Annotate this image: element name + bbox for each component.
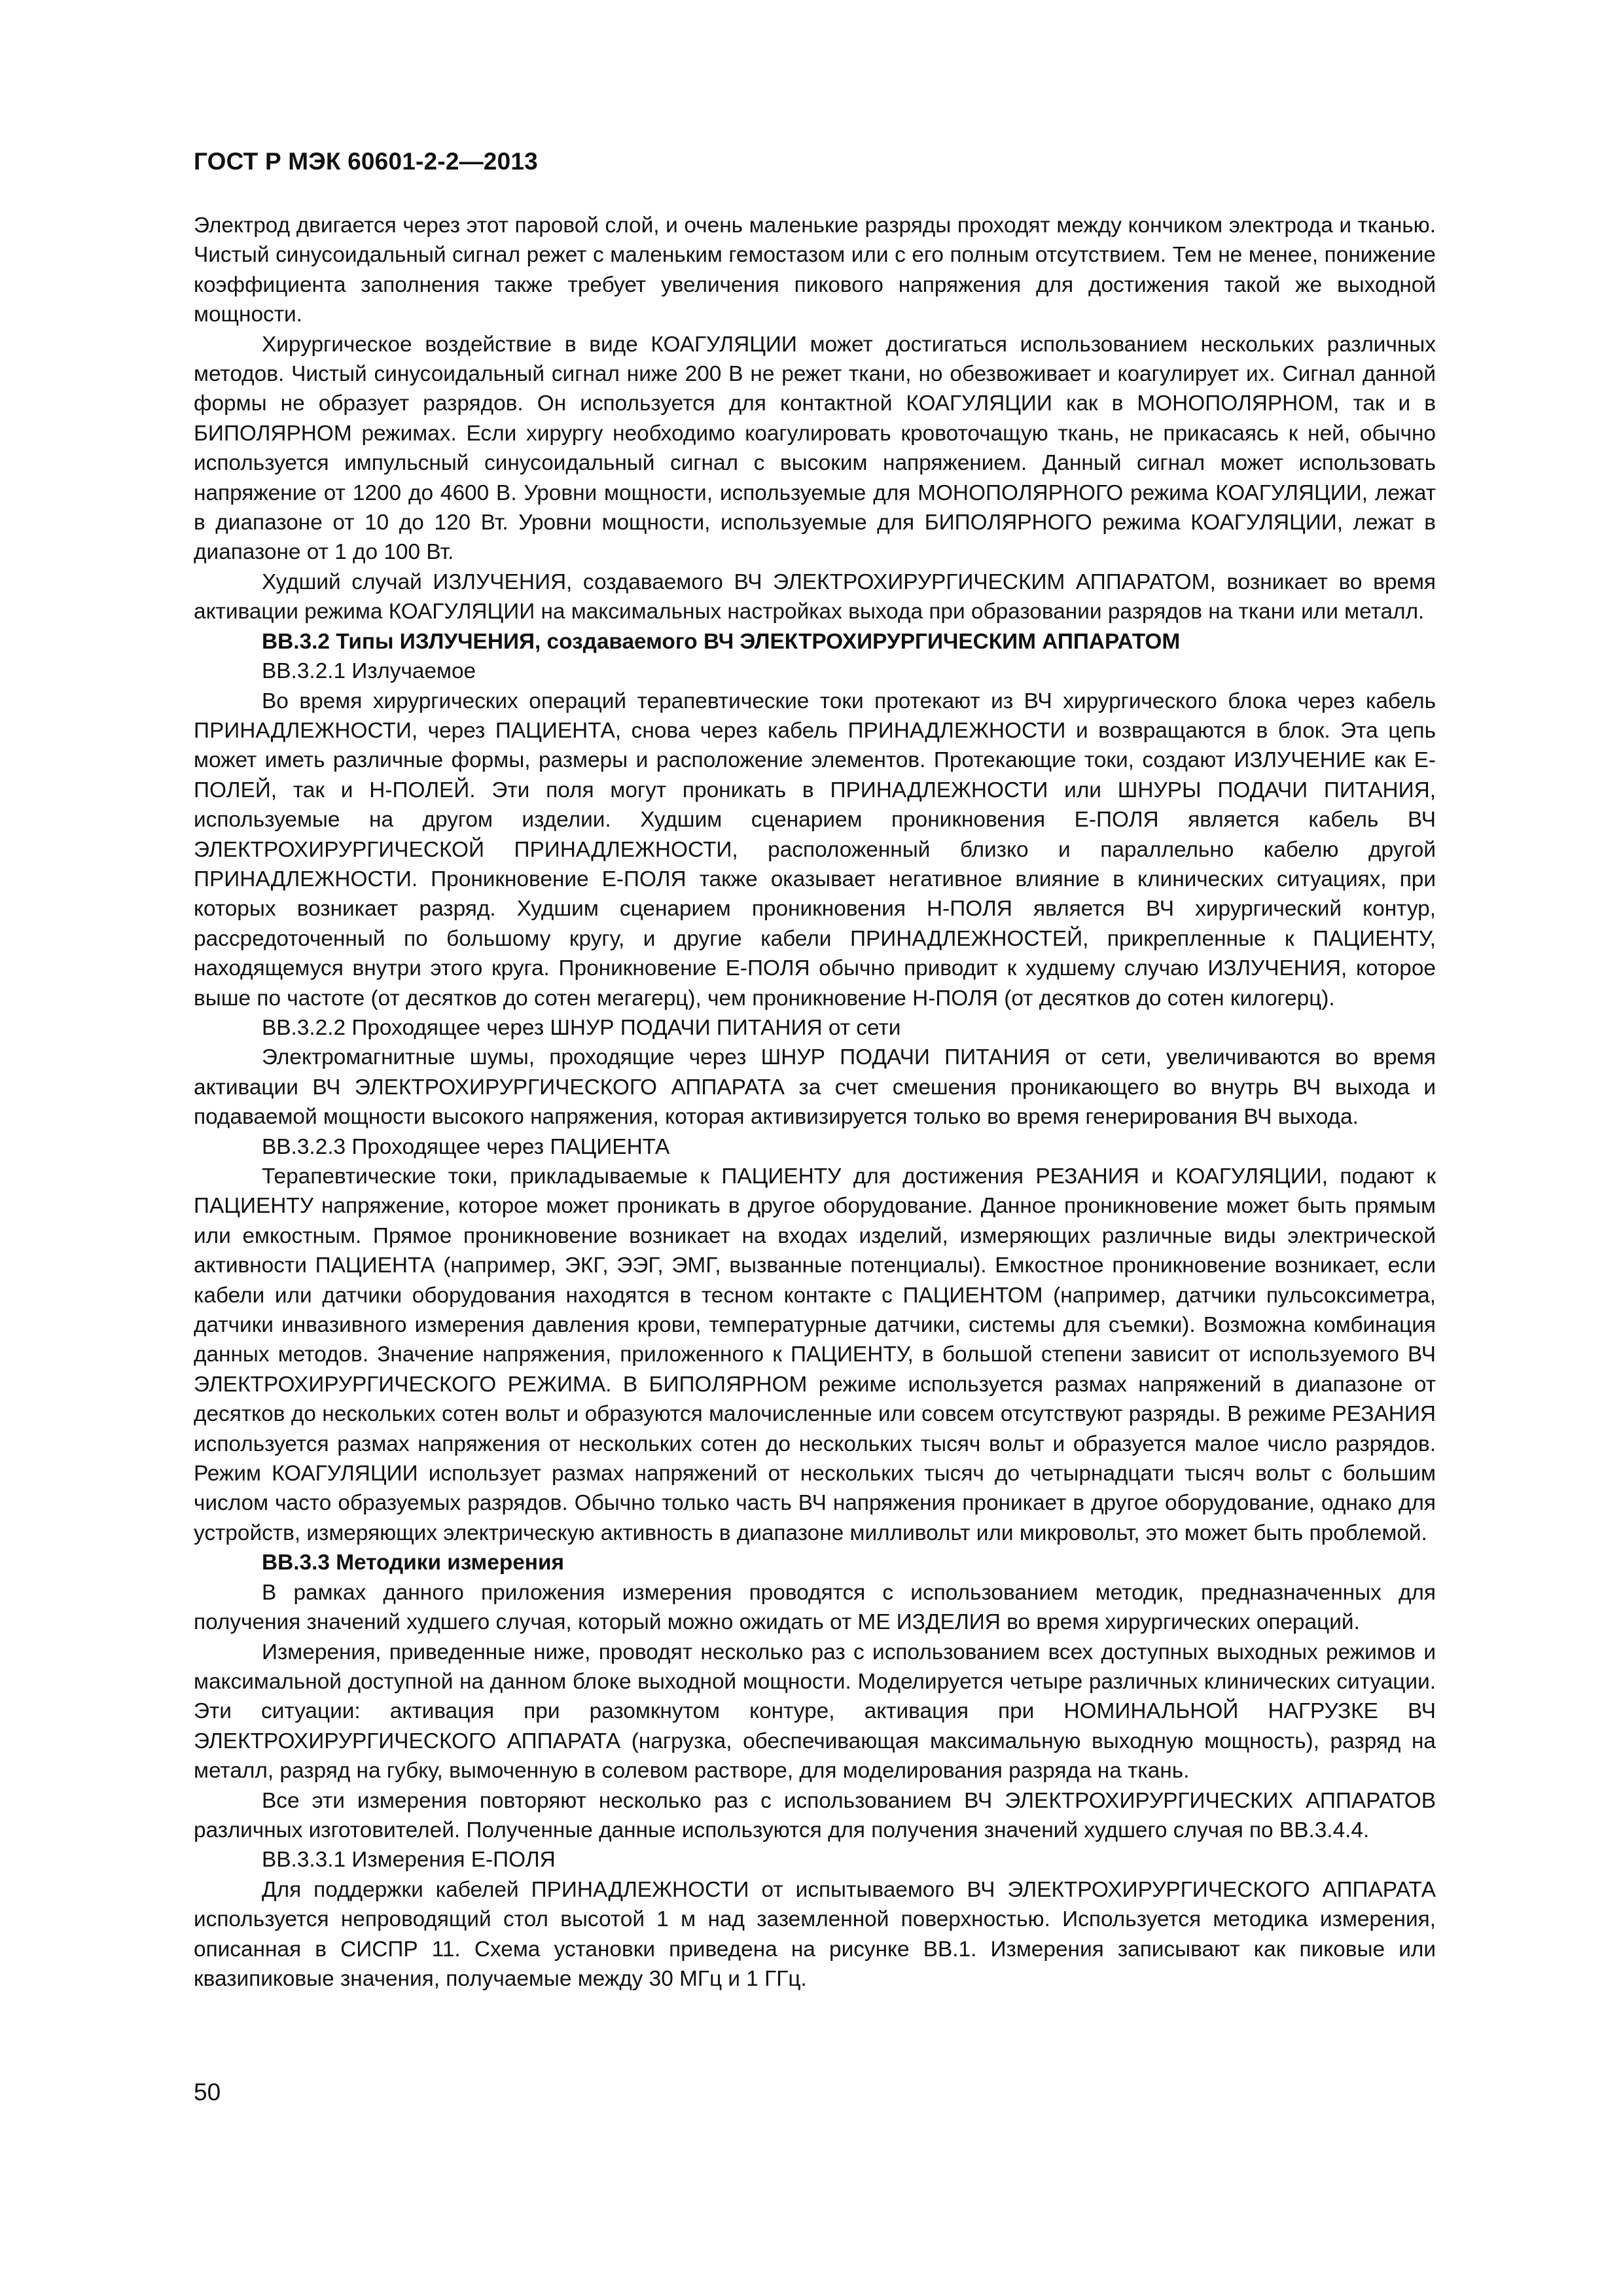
section-heading: ВВ.3.3 Методики измерения <box>262 1551 564 1575</box>
page-number: 50 <box>194 2079 221 2106</box>
paragraph: Для поддержки кабелей ПРИНАДЛЕЖНОСТИ от испытываемого ВЧ ЭЛЕКТРОХИРУРГИЧЕСКОГО АППАРАТА используется непроводящий стол высотой 1 м над заземленной поверхностью. Используется методика измерения, описанная в СИСПР 11. Схема установки приведена на рисунке ВВ.1. Измерения записывают как пиковые или квазипиковые значения, получаемые между 30 МГц и 1 ГГц. <box>194 1877 1436 1991</box>
paragraph: В рамках данного приложения измерения проводятся с использованием методик, предназначенных для получения значений худшего случая, который можно ожидать от МЕ ИЗДЕЛИЯ во время хирургических операций. <box>194 1580 1436 1635</box>
paragraph: Терапевтические токи, прикладываемые к ПАЦИЕНТУ для достижения РЕЗАНИЯ и КОАГУЛЯЦИИ, подают к ПАЦИЕНТУ напряжение, которое может проникать в другое оборудование. Данное проникновение может быть прямым или емкостным. Прямое проникновение возникает на входах изделий, измеряющих различные виды электрической активности ПАЦИЕНТА (например, ЭКГ, ЭЭГ, ЭМГ, вызванные потенциалы). Емкостное проникновение возникает, если кабели или датчики оборудования находятся в тесном контакте с ПАЦИЕНТОМ (например, датчики пульсоксиметра, датчики инвазивного измерения давления крови, температурные датчики, системы для съемки). Возможна комбинация данных методов. Значение напряжения, приложенного к ПАЦИЕНТУ, в большой степени зависит от используемого ВЧ ЭЛЕКТРОХИРУРГИЧЕСКОГО РЕЖИМА. В БИПОЛЯРНОМ режиме используется размах напряжений в диапазоне от десятков до нескольких сотен вольт и образуются малочисленные или совсем отсутствуют разряды. В режиме РЕЗАНИЯ используется размах напряжения от нескольких сотен до нескольких тысяч вольт и образуется малое число разрядов. Режим КОАГУЛЯЦИИ использует размах напряжений от нескольких тысяч до четырнадцати тысяч вольт с большим числом часто образуемых разрядов. Обычно только часть ВЧ напряжения проникает в другое оборудование, однако для устройств, измеряющих электрическую активность в диапазоне милливольт или микровольт, это может быть проблемой. <box>194 1164 1436 1545</box>
document-body <box>194 211 1436 1994</box>
subsection-heading: ВВ.3.2.1 Излучаемое <box>262 659 476 684</box>
section-heading: ВВ.3.2 Типы ИЗЛУЧЕНИЯ, создаваемого ВЧ ЭЛЕКТРОХИРУРГИЧЕСКИМ АППАРАТОМ <box>262 629 1181 654</box>
paragraph: Хирургическое воздействие в виде КОАГУЛЯЦИИ может достигаться использованием нескольких различных методов. Чистый синусоидальный сигнал ниже 200 В не режет ткани, но обезвоживает и коагулирует их. Сигнал данной формы не образует разрядов. Он используется для контактной КОАГУЛЯЦИИ как в МОНОПОЛЯРНОМ, так и в БИПОЛЯРНОМ режимах. Если хирургу необходимо коагулировать кровоточащую ткань, не прикасаясь к ней, обычно используется импульсный синусоидальный сигнал с высоким напряжением. Данный сигнал может использовать напряжение от 1200 до 4600 В. Уровни мощности, используемые для МОНОПОЛЯРНОГО режима КОАГУЛЯЦИИ, лежат в диапазоне от 10 до 120 Вт. Уровни мощности, используемые для БИПОЛЯРНОГО режима КОАГУЛЯЦИИ, лежат в диапазоне от 1 до 100 Вт. <box>194 332 1436 565</box>
paragraph: Электромагнитные шумы, проходящие через ШНУР ПОДАЧИ ПИТАНИЯ от сети, увеличиваются во время активации ВЧ ЭЛЕКТРОХИРУРГИЧЕСКОГО АППАРАТА за счет смешения проникающего во внутрь ВЧ выхода и подаваемой мощности высокого напряжения, которая активизируется только во время генерирования ВЧ выхода. <box>194 1045 1436 1130</box>
paragraph: Измерения, приведенные ниже, проводят несколько раз с использованием всех доступных выходных режимов и максимальной доступной на данном блоке выходной мощности. Моделируется четыре различных клинических ситуации. Эти ситуации: активация при разомкнутом контуре, активация при НОМИНАЛЬНОЙ НАГРУЗКЕ ВЧ ЭЛЕКТРОХИРУРГИЧЕСКОГО АППАРАТА (нагрузка, обеспечивающая максимальную выходную мощность), разряд на металл, разряд на губку, вымоченную в солевом растворе, для моделирования разряда на ткань. <box>194 1640 1436 1784</box>
document-header: ГОСТ Р МЭК 60601-2-2—2013 <box>194 148 538 175</box>
paragraph: Во время хирургических операций терапевтические токи протекают из ВЧ хирургического блока через кабель ПРИНАДЛЕЖНОСТИ, через ПАЦИЕНТА, снова через кабель ПРИНАДЛЕЖНОСТИ и возвращаются в блок. Эта цепь может иметь различные формы, размеры и расположение элементов. Протекающие токи, создают ИЗЛУЧЕНИЕ как E-ПОЛЕЙ, так и H-ПОЛЕЙ. Эти поля могут проникать в ПРИНАДЛЕЖНОСТИ или ШНУРЫ ПОДАЧИ ПИТАНИЯ, используемые на другом изделии. Худшим сценарием проникновения E-ПОЛЯ является кабель ВЧ ЭЛЕКТРОХИРУРГИЧЕСКОЙ ПРИНАДЛЕЖНОСТИ, расположенный близко и параллельно кабелю другой ПРИНАДЛЕЖНОСТИ. Проникновение E-ПОЛЯ также оказывает негативное влияние в клинических ситуациях, при которых возникает разряд. Худшим сценарием проникновения H-ПОЛЯ является ВЧ хирургический контур, рассредоточенный по большому кругу, и другие кабели ПРИНАДЛЕЖНОСТЕЙ, прикрепленные к ПАЦИЕНТУ, находящемуся внутри этого круга. Проникновение E-ПОЛЯ обычно приводит к худшему случаю ИЗЛУЧЕНИЯ, которое выше по частоте (от десятков до сотен мегагерц), чем проникновение H-ПОЛЯ (от десятков до сотен килогерц). <box>194 689 1436 1011</box>
paragraph: Электрод двигается через этот паровой слой, и очень маленькие разряды проходят между кончиком электрода и тканью. Чистый синусоидальный сигнал режет с маленьким гемостазом или с его полным отсутствием. Тем не менее, понижение коэффициента заполнения также требует увеличения пикового напряжения для достижения такой же выходной мощности. <box>194 213 1436 327</box>
paragraph: Все эти измерения повторяют несколько раз с использованием ВЧ ЭЛЕКТРОХИРУРГИЧЕСКИХ АППАРАТОВ различных изготовителей. Полученные данные используются для получения значений худшего случая по ВВ.3.4.4. <box>194 1788 1436 1842</box>
paragraph: Худший случай ИЗЛУЧЕНИЯ, создаваемого ВЧ ЭЛЕКТРОХИРУРГИЧЕСКИМ АППАРАТОМ, возникает во время активации режима КОАГУЛЯЦИИ на максимальных настройках выхода при образовании разрядов на ткани или металл. <box>194 569 1436 624</box>
subsection-heading: ВВ.3.3.1 Измерения E-ПОЛЯ <box>262 1848 556 1873</box>
subsection-heading: ВВ.3.2.3 Проходящее через ПАЦИЕНТА <box>262 1134 670 1159</box>
subsection-heading: ВВ.3.2.2 Проходящее через ШНУР ПОДАЧИ ПИТАНИЯ от сети <box>262 1015 901 1040</box>
